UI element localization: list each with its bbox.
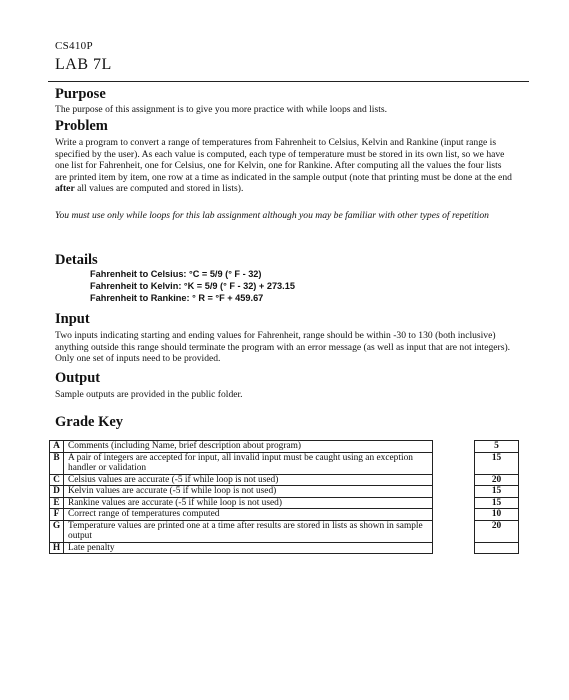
problem-note: You must use only while loops for this lab assignment although you may be familiar with other types of repetition bbox=[55, 210, 489, 221]
grade-description: Rankine values are accurate (-5 if while loop is not used) bbox=[64, 497, 433, 509]
grade-spacer bbox=[433, 474, 475, 486]
purpose-text: The purpose of this assignment is to give you more practice with while loops and lists. bbox=[55, 104, 387, 115]
problem-text-end: all values are computed and stored in lists). bbox=[77, 183, 244, 195]
course-code: CS410P bbox=[55, 40, 93, 52]
grade-row bbox=[50, 542, 519, 554]
grade-row bbox=[50, 509, 519, 521]
grade-letter: F bbox=[50, 509, 64, 521]
output-text: Sample outputs are provided in the public folder. bbox=[55, 389, 243, 400]
grade-letter: D bbox=[50, 486, 64, 498]
grade-letter: H bbox=[50, 542, 64, 554]
grade-points: 15 bbox=[475, 497, 519, 509]
details-heading: Details bbox=[55, 252, 98, 268]
problem-text-emphasis: after bbox=[55, 183, 75, 195]
grade-points: 20 bbox=[475, 520, 519, 542]
input-text: Two inputs indicating starting and ending values for Fahrenheit, range should be within -30 to 130 (both inclusive) anything outside this range should terminate the program with an error message (as well as input that are not integers). Only one set of inputs need to be provided. bbox=[55, 330, 511, 365]
grade-points bbox=[475, 542, 519, 554]
grade-row bbox=[50, 452, 519, 474]
input-heading: Input bbox=[55, 311, 90, 327]
grade-row bbox=[50, 486, 519, 498]
grade-description: Late penalty bbox=[64, 542, 433, 554]
grade-spacer bbox=[433, 452, 475, 474]
grade-points: 15 bbox=[475, 486, 519, 498]
grade-description: Celsius values are accurate (-5 if while loop is not used) bbox=[64, 474, 433, 486]
grade-points: 20 bbox=[475, 474, 519, 486]
grade-description: Temperature values are printed one at a time after results are stored in lists as shown in sample output bbox=[64, 520, 433, 542]
formula-celsius: Fahrenheit to Celsius: °C = 5/9 (° F - 32) bbox=[90, 269, 262, 279]
header-rule bbox=[48, 81, 529, 82]
problem-text-main: Write a program to convert a range of temperatures from Fahrenheit to Celsius, Kelvin and Rankine (input range is specified by the user). As each value is computed, each type of temperature must be stored in its own list, so we have one list for Fahrenheit, one for Celsius, one for Kelvin, one for Rankine. After computing all the values the four lists are printed item by item, one row at a time as indicated in the sample output (note that printing must be done at the end bbox=[55, 137, 512, 183]
grade-row bbox=[50, 520, 519, 542]
grade-points: 15 bbox=[475, 452, 519, 474]
purpose-heading: Purpose bbox=[55, 86, 106, 102]
formula-kelvin: Fahrenheit to Kelvin: °K = 5/9 (° F - 32) + 273.15 bbox=[90, 281, 295, 291]
problem-text bbox=[55, 137, 515, 195]
grade-points: 5 bbox=[475, 441, 519, 453]
grade-letter: E bbox=[50, 497, 64, 509]
grade-description: Correct range of temperatures computed bbox=[64, 509, 433, 521]
grade-row bbox=[50, 497, 519, 509]
output-heading: Output bbox=[55, 370, 101, 386]
grade-letter: C bbox=[50, 474, 64, 486]
grade-letter: G bbox=[50, 520, 64, 542]
grade-spacer bbox=[433, 542, 475, 554]
grade-key-heading: Grade Key bbox=[55, 414, 124, 430]
grade-description: A pair of integers are accepted for input, all invalid input must be caught using an exception handler or validation bbox=[64, 452, 433, 474]
grade-spacer bbox=[433, 441, 475, 453]
grade-points: 10 bbox=[475, 509, 519, 521]
grade-row bbox=[50, 441, 519, 453]
grade-letter: A bbox=[50, 441, 64, 453]
grade-spacer bbox=[433, 520, 475, 542]
grade-letter: B bbox=[50, 452, 64, 474]
formula-rankine: Fahrenheit to Rankine: ° R = °F + 459.67 bbox=[90, 293, 264, 303]
grade-row bbox=[50, 474, 519, 486]
grade-description: Comments (including Name, brief description about program) bbox=[64, 441, 433, 453]
grade-description: Kelvin values are accurate (-5 if while loop is not used) bbox=[64, 486, 433, 498]
lab-title: LAB 7L bbox=[55, 56, 112, 73]
problem-heading: Problem bbox=[55, 118, 108, 134]
grade-spacer bbox=[433, 486, 475, 498]
grade-spacer bbox=[433, 509, 475, 521]
grade-key-table bbox=[49, 440, 519, 554]
grade-spacer bbox=[433, 497, 475, 509]
formula-list bbox=[90, 268, 295, 304]
